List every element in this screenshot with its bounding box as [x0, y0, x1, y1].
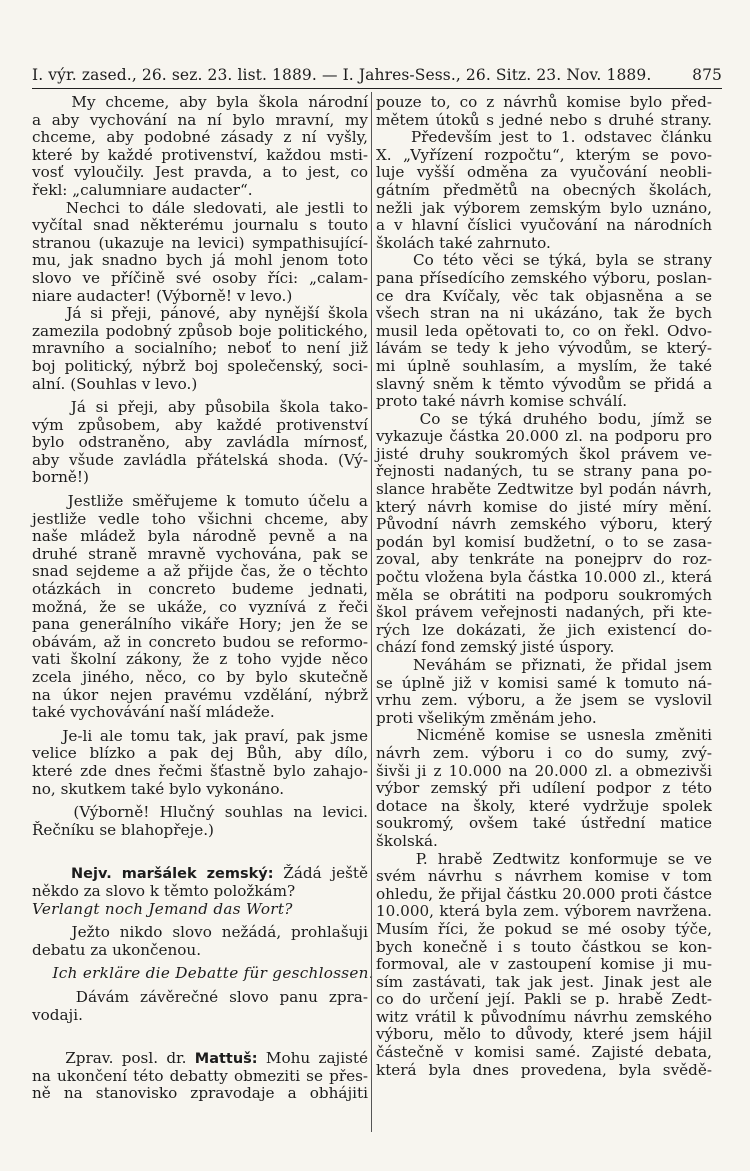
text-line: na ukončení této debatty obmeziti se přes- [32, 1066, 368, 1085]
text-line: počtu vložena byla částka 10.000 zl., která [376, 568, 712, 587]
text-line: pana generálního vikáře Hory; jen že se [32, 615, 368, 634]
text-line: gátním předmětů na obecných školách, [376, 180, 712, 199]
text-line: na úkor nejen pravému vzdělání, nýbrž [32, 685, 368, 704]
text-line: ně na stanovisko zpravodaje a obhájiti [32, 1084, 368, 1103]
text-line: ohledu, že přijal částku 20.000 proti částce [376, 884, 712, 903]
text-line: školská. [376, 831, 438, 850]
text-line: proti všelikým změnám jeho. [376, 708, 597, 727]
text-line: svém návrhu s návrhem komise v tom [376, 867, 712, 886]
text-line: Dávám závěrečné slovo panu zpra- [32, 987, 368, 1006]
text-line: musil leda opětovati to, co on řekl. Odvo- [376, 321, 712, 340]
text-line: niare audacter! (Výborně! v levo.) [32, 286, 293, 305]
text-line: který návrh komise do jisté míry mění. [376, 497, 712, 516]
left-column [32, 93, 374, 1103]
text-line: Zprav. posl. dr. Mattuš: Mohu zajisté [32, 1049, 368, 1068]
text-line: ce dra Kvíčaly, věc tak objasněna a se [376, 286, 712, 305]
speaker-name: Mattuš: [194, 1051, 258, 1068]
text-line: borně!) [32, 468, 89, 487]
text-line: nežli jak výborem zemským bylo uznáno, [376, 198, 712, 217]
text-line: P. hrabě Zedtwitz konformuje se ve [376, 849, 712, 868]
text-line: Ježto nikdo slovo nežádá, prohlašuji [32, 923, 368, 942]
text-line: soukromý, ovšem také ústřední matice [376, 814, 712, 833]
text-line: Nechci to dále sledovati, ale jestli to [32, 198, 368, 217]
text-line: částečně v komisi samé. Zajisté debata, [376, 1043, 712, 1062]
text-line: vodaji. [32, 1005, 83, 1024]
text-line: vykazuje částka 20.000 zl. na podporu pro [376, 427, 712, 446]
text-line: bych konečně i s touto částkou se kon- [376, 937, 712, 956]
text-line: slance hraběte Zedtwitze byl podán návrh, [376, 480, 712, 499]
page-number: 875 [692, 66, 722, 84]
text-line: aby všude zavládla přátelská shoda. (Vý- [32, 450, 368, 469]
text-line: chází fond zemský jisté úspory. [376, 638, 615, 657]
text-line: výbor zemský při udílení podpor z této [376, 779, 712, 798]
text-line: které zde dnes řečmi šťastně bylo zahajo- [32, 761, 368, 780]
text-line: škol právem veřejnosti nadaných, při kte- [376, 603, 712, 622]
right-column [376, 94, 712, 1079]
text-line: zoval, aby tenkráte na ponejprv do roz- [376, 550, 712, 569]
text-line: možná, že se ukáže, co vyznívá z řeči [32, 597, 368, 616]
text-line: velice blízko a pak dej Bůh, aby dílo, [32, 744, 368, 763]
text-line: Já si přeji, aby působila škola tako- [32, 398, 368, 417]
text-line: lávám se tedy k jeho vývodům, se který- [376, 339, 712, 358]
text-line: mi úplně souhlasím, a myslím, že také [376, 356, 712, 375]
text-line: Verlangt noch Jemand das Wort? [32, 899, 293, 918]
text-line: zamezila podobný způsob boje politického, [32, 321, 368, 340]
text-line: Co se týká druhého bodu, jímž se [376, 409, 712, 428]
text-line: debatu za ukončenou. [32, 940, 202, 959]
text-line: Ich erkläre die Debatte für geschlossen. [32, 964, 374, 983]
text-line: školách také zahrnuto. [376, 233, 551, 252]
text-line: jisté druhy soukromých škol právem ve- [376, 444, 712, 463]
text-line: podán byl komisí budžetní, o to se zasa- [376, 532, 712, 551]
column-divider [371, 92, 372, 1132]
text-line: Především jest to 1. odstavec článku [376, 128, 712, 147]
text-line: co do určení její. Pakli se p. hrabě Zedt- [376, 990, 712, 1009]
text-line: se úplně již v komisi samé k tomuto ná- [376, 673, 712, 692]
text-line: vyčítal snad některému journalu s touto [32, 216, 368, 235]
text-line: stranou (ukazuje na levici) sympathisující- [32, 233, 368, 252]
text-line: otázkách in concreto budeme jednati, [32, 580, 368, 599]
text-line: sím zastávati, tak jak jest. Jinak jest ale [376, 972, 712, 991]
text-line: luje vyšší odměna za vyučování neobli- [376, 163, 712, 182]
text-line: Nejv. maršálek zemský: Žádá ještě [71, 864, 368, 883]
text-line: šivši ji z 10.000 na 20.000 zl. a obmezivši [376, 761, 712, 780]
text-line: řekl: „calumniare audacter“. [32, 180, 253, 199]
text-line: rých lze dokázati, že jich existencí do- [376, 620, 712, 639]
text-line: formoval, ale v zastoupení komise ji mu- [376, 955, 712, 974]
text-line: měla se obrátiti na podporu soukromých [376, 585, 712, 604]
text-line: všech stran na ni ukázáno, tak že bych [376, 304, 712, 323]
text-line: někdo za slovo k těmto položkám? [32, 881, 296, 900]
text-line: druhé straně mravně vychována, pak se [32, 544, 368, 563]
text-line: Jestliže směřujeme k tomuto účelu a [32, 492, 368, 511]
text-line: Je-li ale tomu tak, jak praví, pak jsme [32, 726, 368, 745]
page-header [32, 58, 722, 84]
text-line: vati školní zákony, že z toho vyjde něco [32, 650, 368, 669]
text-line: jestliže vedle toho všichni chceme, aby [32, 509, 368, 528]
text-line: Nicméně komise se usnesla změniti [376, 726, 712, 745]
text-line: no, skutkem také bylo vykonáno. [32, 779, 285, 798]
text-line: obávám, až in concreto budou se reformo- [32, 632, 368, 651]
text-line: a aby vychování na ní bylo mravní, my [32, 110, 368, 129]
text-line: snad sejdeme a až přijde čas, že o těchto [32, 562, 368, 581]
text-line: Řečníku se blahopřeje.) [32, 820, 214, 839]
text-line: mu, jak snadno bych já mohl jenom toto [32, 251, 368, 270]
text-line: Musím říci, že pokud se mé osoby týče, [376, 919, 712, 938]
running-head: I. výr. zased., 26. sez. 23. list. 1889. — I. Jahres-Sess., 26. Sitz. 23. Nov. 1889. [32, 66, 652, 84]
text-line: vrhu zem. výboru, a že jsem se vyslovil [376, 691, 712, 710]
text-line: mravního a socialního; neboť to není již [32, 339, 368, 358]
text-line: mětem útoků s jedné nebo s druhé strany. [376, 110, 712, 129]
text-line: 10.000, která byla zem. výborem navržena. [376, 902, 712, 921]
text-line: vým způsobem, aby každé protivenství [32, 415, 368, 434]
text-line: pouze to, co z návrhů komise bylo před- [376, 93, 712, 111]
text-line: dotace na školy, které vydržuje spolek [376, 796, 712, 815]
text-line: které by každé protivenství, každou msti- [32, 145, 368, 164]
text-line: proto také návrh komise schválí. [376, 392, 628, 411]
text-line: slovo ve příčině své osoby říci: „calam- [32, 268, 368, 287]
text-line: pana přísedícího zemského výboru, poslan- [376, 268, 712, 287]
text-line: a v hlavní číslici vyučování na národních [376, 216, 712, 235]
text-line: která byla dnes provedena, byla svědě- [376, 1060, 712, 1079]
text-line: bylo odstraněno, aby zavládla mírnosť, [32, 433, 368, 452]
text-line: X. „Vyřízení rozpočtu“, kterým se povo- [376, 145, 712, 164]
text-line: Co této věci se týká, byla se strany [376, 251, 712, 270]
text-line: výboru, mělo to důvody, které jsem hájil [376, 1025, 712, 1044]
text-line: řejnosti nadaných, tu se strany pana po- [376, 462, 712, 481]
text-line: vosť vyloučily. Jest pravda, a to jest, co [32, 163, 368, 182]
text-line: witz vrátil k původnímu návrhu zemského [376, 1007, 712, 1026]
text-line: alní. (Souhlas v levo.) [32, 374, 198, 393]
text-line: boj politický, nýbrž boj společenský, soci- [32, 356, 368, 375]
text-line: Já si přeji, pánové, aby nynější škola [32, 304, 368, 323]
text-line: naše mládež byla národně pevně a na [32, 527, 368, 546]
header-rule [32, 88, 722, 89]
text-line: slavný sněm k těmto vývodům se přidá a [376, 374, 712, 393]
text-line: zcela jiného, něco, co by bylo skutečně [32, 668, 368, 686]
text-line: chceme, aby podobné zásady z ní vyšly, [32, 128, 368, 147]
text-line: (Výborně! Hlučný souhlas na levici. [32, 803, 368, 822]
text-line: také vychovávání naší mládeže. [32, 703, 275, 722]
speaker-name: Nejv. maršálek zemský: [71, 866, 274, 883]
text-line: Původní návrh zemského výboru, který [376, 515, 712, 534]
text-line: Neváhám se přiznati, že přidal jsem [376, 656, 712, 674]
text-line: návrh zem. výboru i co do sumy, zvý- [376, 743, 712, 762]
text-line: My chceme, aby byla škola národní [32, 93, 368, 111]
